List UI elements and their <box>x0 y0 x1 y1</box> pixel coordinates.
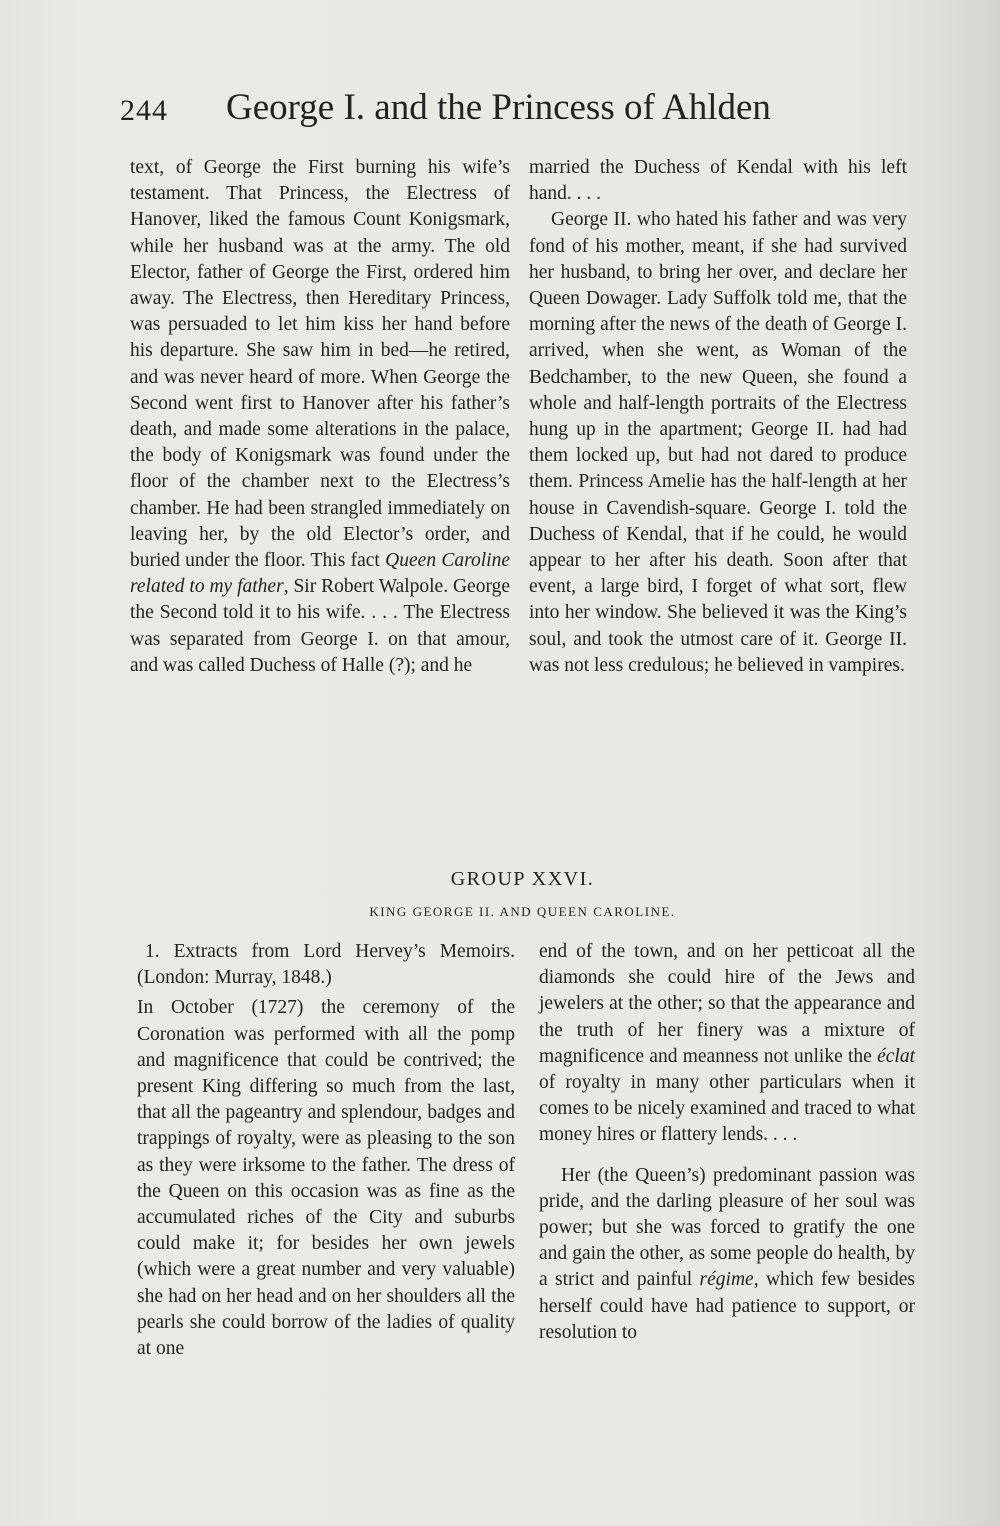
paragraph: 1. Extracts from Lord Hervey’s Memoirs. (London: Murray, 1848.) <box>137 941 515 989</box>
group-subheading: KING GEORGE II. AND QUEEN CAROLINE. <box>369 904 676 919</box>
top-right-column <box>529 155 907 679</box>
text-run: Her (the Queen’s) predominant passion was pride, and the darling pleasure of her soul was power; but she was forced to gratify the one and gain the other, as some people do health, by a strict and painful <box>539 1164 915 1291</box>
italic-word: régime <box>699 1269 754 1291</box>
paragraph: George II. who hated his father and was very fond of his mother, meant, if she had survived her husband, to bring her over, and declare her Queen Dowager. Lady Suffolk told me, that the morning after the news of the death of George I. arrived, when she went, as Woman of the Bedchamber, to the new Queen, she found a whole and half-length portraits of the Electress hung up in the apartment; George II. had had them locked up, but had not dared to produce them. Princess Amelie has the half-length at her house in Cavendish-square. George I. told the Duchess of Kendal, that if he could, he would appear to her after his death. Soon after that event, a large bird, I forget of what sort, flew into her window. She believed it was the King’s soul, and took the utmost care of it. George II. was not less credulous; he believed in vampires. <box>529 209 907 676</box>
group-heading: GROUP XXVI. <box>450 868 595 890</box>
page-number: 244 <box>120 94 168 127</box>
text-run: end of the town, and on her petticoat all the diamonds she could hire of the Jews and jewelers at the other; so that the appearance and the truth of her finery was a mixture of magnificence and meanness not unlike the <box>539 941 915 1067</box>
bottom-right-column <box>539 939 915 1346</box>
text-run: , which few besides herself could have had patience to support, or resolution to <box>539 1269 915 1343</box>
paragraph <box>539 939 915 1149</box>
top-left-column <box>130 155 510 679</box>
paragraph <box>130 155 510 679</box>
italic-quote: Queen Caroline related to my father <box>130 550 510 598</box>
bottom-left-column <box>137 939 515 1362</box>
italic-word: éclat <box>877 1045 915 1067</box>
paragraph: In October (1727) the ceremony of the Coronation was performed with all the pomp and magnificence that could be contrived; the present King differing so much from the last, that all the pageantry and splendour, badges and trappings of royalty, were as pleasing to the son as they were irksome to the father. The dress of the Queen on this occasion was as fine as the accumulated riches of the City and suburbs could make it; for besides her own jewels (which were a great number and very valuable) she had on her head and on her shoulders all the pearls she could borrow of the ladies of quality at one <box>137 997 515 1360</box>
running-title: George I. and the Princess of Ahlden <box>226 87 771 128</box>
paragraph-gap <box>539 1149 915 1163</box>
paragraph: married the Duchess of Kendal with his left hand. . . . <box>529 157 907 205</box>
text-run: of royalty in many other particulars when it comes to be nicely examined and traced to what money hires or flattery lends. . . . <box>539 1072 915 1146</box>
text-run: , Sir Robert Walpole. George the Second told it to his wife. . . . The Electress was separated from George I. on that amour, and was called Duchess of Halle (?); and he <box>130 576 511 676</box>
paragraph <box>539 1163 915 1346</box>
text-run: text, of George the First burning his wife’s testament. That Princess, the Electress of Hanover, liked the famous Count Konigsmark, while her husband was at the army. The old Elector, father of George the First, ordered him away. The Electress, then Hereditary Princess, was persuaded to let him kiss her hand before his departure. She saw him in bed—he retired, and was never heard of more. When George the Second went first to Hanover after his father’s death, and made some alterations in the palace, the body of Konigsmark was found under the floor of the chamber next to the Electress’s chamber. He had been strangled immediately on leaving her, by the old Elector’s order, and buried under the floor. This fact <box>130 157 510 572</box>
page-header <box>120 86 880 146</box>
